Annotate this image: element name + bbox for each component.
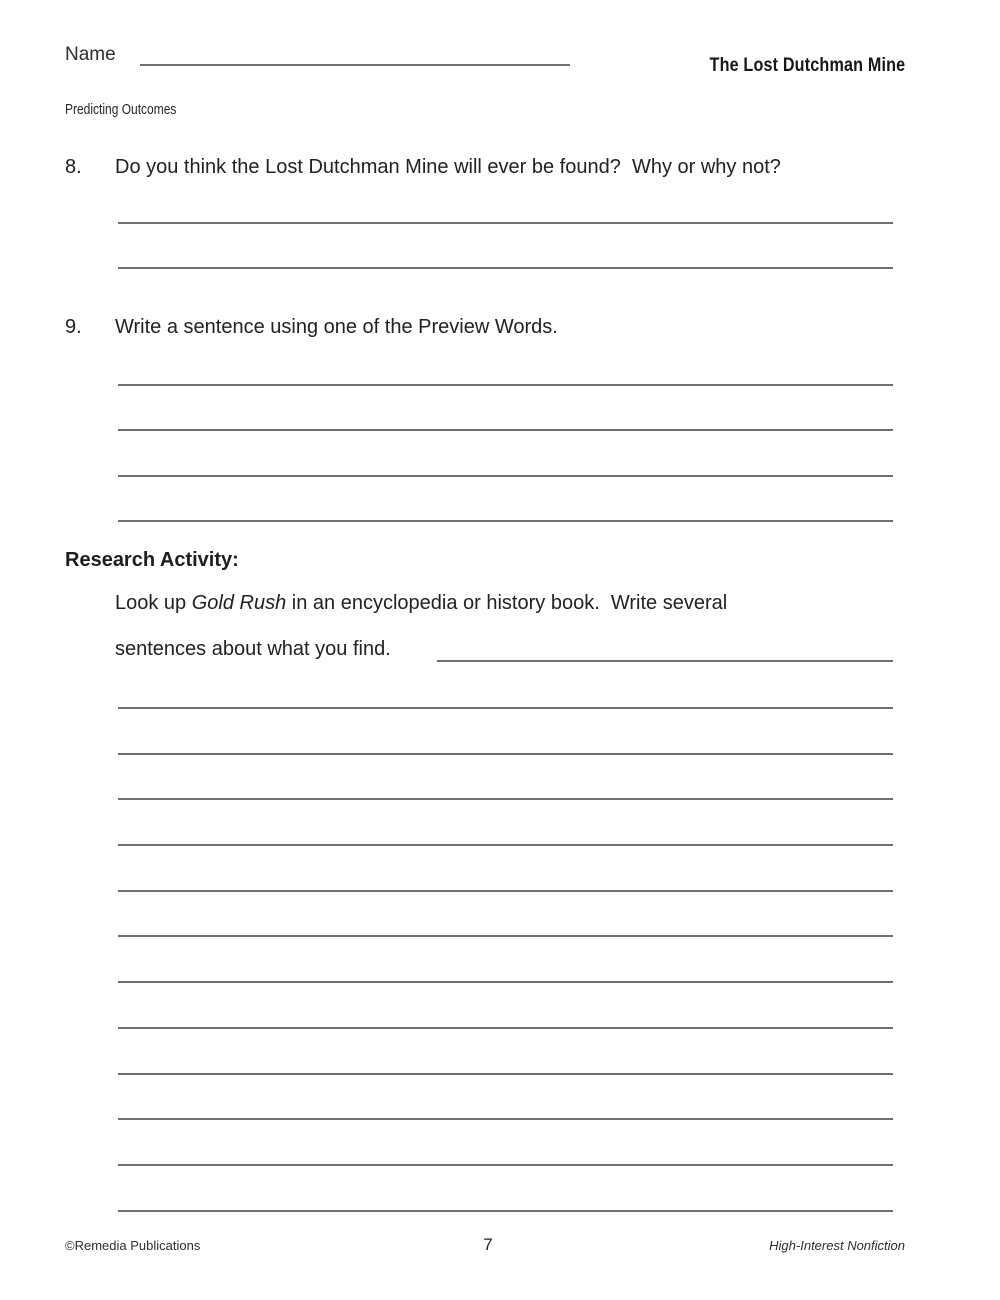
research-instruction-italic: Gold Rush bbox=[191, 592, 287, 614]
answer-line bbox=[118, 753, 893, 755]
question-9-text: Write a sentence using one of the Preview Words. bbox=[115, 316, 558, 338]
question-9-answer-lines bbox=[118, 384, 893, 565]
research-instruction-line-2: sentences about what you find. bbox=[115, 638, 391, 660]
question-8-answer-lines bbox=[118, 222, 893, 312]
answer-line bbox=[118, 1210, 893, 1212]
name-label: Name bbox=[65, 44, 116, 65]
research-instruction-post: in an encyclopedia or history book. Write several bbox=[286, 592, 728, 614]
answer-line bbox=[118, 1164, 893, 1166]
question-8-number: 8. bbox=[65, 156, 82, 178]
answer-line bbox=[118, 798, 893, 800]
question-9-number: 9. bbox=[65, 316, 82, 338]
answer-line bbox=[118, 1027, 893, 1029]
research-answer-lines bbox=[118, 707, 893, 1255]
answer-line bbox=[118, 981, 893, 983]
answer-line bbox=[118, 429, 893, 431]
publisher-credit: ©Remedia Publications bbox=[65, 1238, 201, 1253]
answer-line bbox=[118, 1118, 893, 1120]
research-instruction-line-1 bbox=[115, 592, 727, 615]
research-inline-blank-line bbox=[437, 660, 893, 662]
answer-line bbox=[118, 707, 893, 709]
answer-line bbox=[118, 222, 893, 224]
answer-line bbox=[118, 267, 893, 269]
series-title: High-Interest Nonfiction bbox=[769, 1238, 905, 1253]
research-instruction-pre: Look up bbox=[115, 592, 192, 614]
answer-line bbox=[118, 520, 893, 522]
answer-line bbox=[118, 890, 893, 892]
answer-line bbox=[118, 935, 893, 937]
page-number: 7 bbox=[483, 1235, 493, 1254]
research-activity-heading: Research Activity: bbox=[65, 549, 239, 571]
answer-line bbox=[118, 1073, 893, 1075]
section-label: Predicting Outcomes bbox=[65, 101, 177, 118]
answer-line bbox=[118, 384, 893, 386]
question-8-text: Do you think the Lost Dutchman Mine will ever be found? Why or why not? bbox=[115, 156, 781, 178]
book-title: The Lost Dutchman Mine bbox=[709, 55, 905, 76]
name-blank-line bbox=[140, 64, 570, 66]
answer-line bbox=[118, 475, 893, 477]
answer-line bbox=[118, 844, 893, 846]
